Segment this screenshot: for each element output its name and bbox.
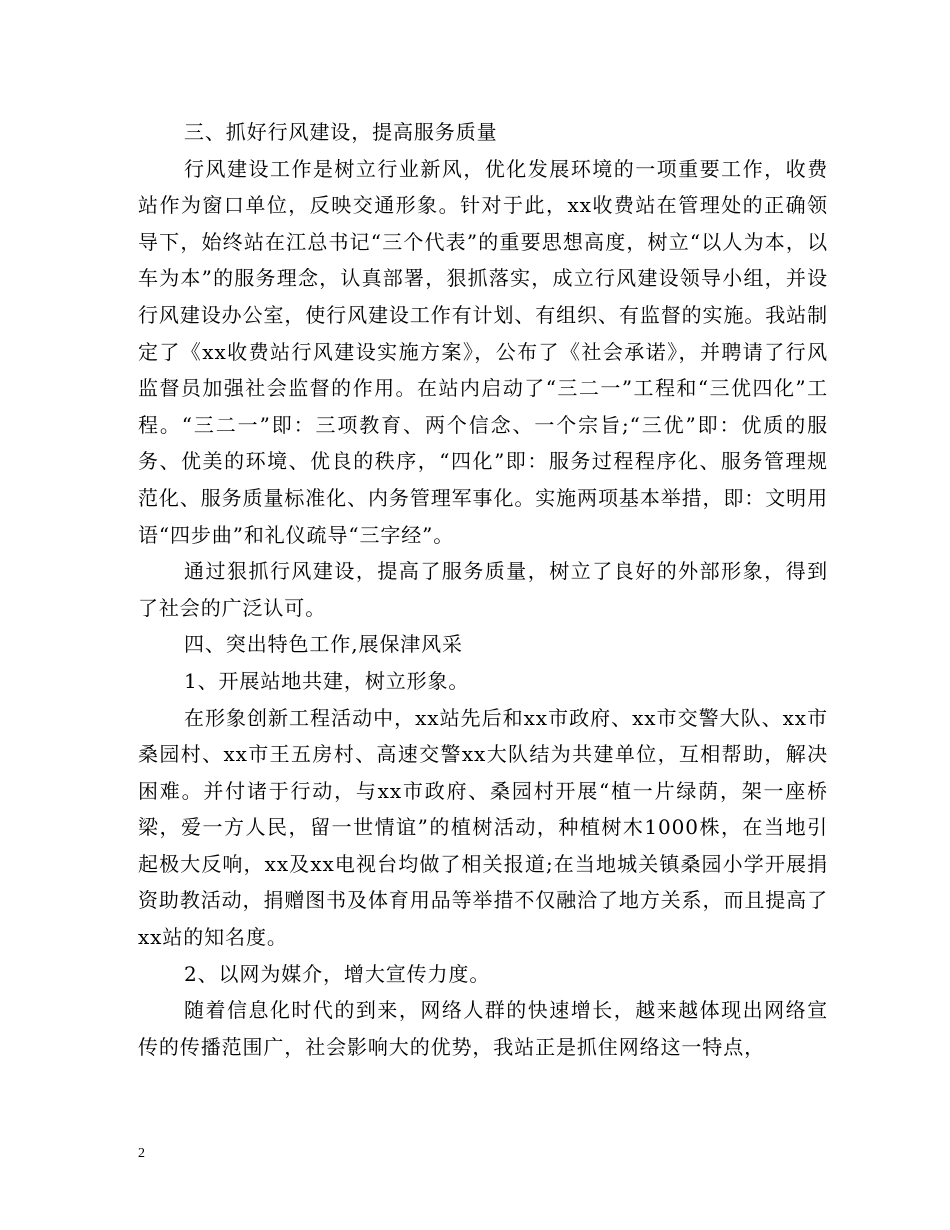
body-paragraph: 随着信息化时代的到来，网络人群的快速增长，越来越体现出网络宣传的传播范围广，社会影响大的优势，我站正是抓住网络这一特点，: [138, 998, 828, 1059]
subsection-heading-2: 2、以网为媒介，增大宣传力度。: [184, 961, 491, 986]
subsection-heading-1: 1、开展站地共建，树立形象。: [184, 668, 470, 693]
body-paragraph: 行风建设工作是树立行业新风，优化发展环境的一项重要工作，收费站作为窗口单位，反映交通形象。针对于此，xx收费站在管理处的正确领导下，始终站在江总书记“三个代表”的重要思想高度，树立“以人为本，以车为本”的服务理念，认真部署，狠抓落实，成立行风建设领导小组，并设行风建设办公室，使行风建设工作有计划、有组织、有监督的实施。我站制定了《xx收费站行风建设实施方案》，公布了《社会承诺》，并聘请了行风监督员加强社会监督的作用。在站内启动了“三二一”工程和“三优四化”工程。“三二一”即：三项教育、两个信念、一个宗旨;“三优”即：优质的服务、优美的环境、优良的秩序，“四化”即：服务过程程序化、服务管理规范化、服务质量标准化、内务管理军事化。实施两项基本举措，即：文明用语“四步曲”和礼仪疏导“三字经”。: [138, 156, 828, 547]
section-heading-4: 四、突出特色工作,展保津风采: [184, 632, 463, 657]
document-body: [138, 114, 828, 1065]
section-heading-3: 三、抓好行风建设，提高服务质量: [184, 120, 498, 144]
page-number: 2: [138, 1146, 145, 1161]
body-paragraph: 在形象创新工程活动中，xx站先后和xx市政府、xx市交警大队、xx市桑园村、xx市王五房村、高速交警xx大队结为共建单位，互相帮助，解决困难。并付诸于行动，与xx市政府、桑园村开展“植一片绿荫，架一座桥梁，爱一方人民，留一世情谊”的植树活动，种植树木1000株，在当地引起极大反响，xx及xx电视台均做了相关报道;在当地城关镇桑园小学开展捐资助教活动，捐赠图书及体育用品等举措不仅融洽了地方关系，而且提高了xx站的知名度。: [138, 705, 828, 950]
body-paragraph: 通过狠抓行风建设，提高了服务质量，树立了良好的外部形象，得到了社会的广泛认可。: [138, 559, 828, 620]
